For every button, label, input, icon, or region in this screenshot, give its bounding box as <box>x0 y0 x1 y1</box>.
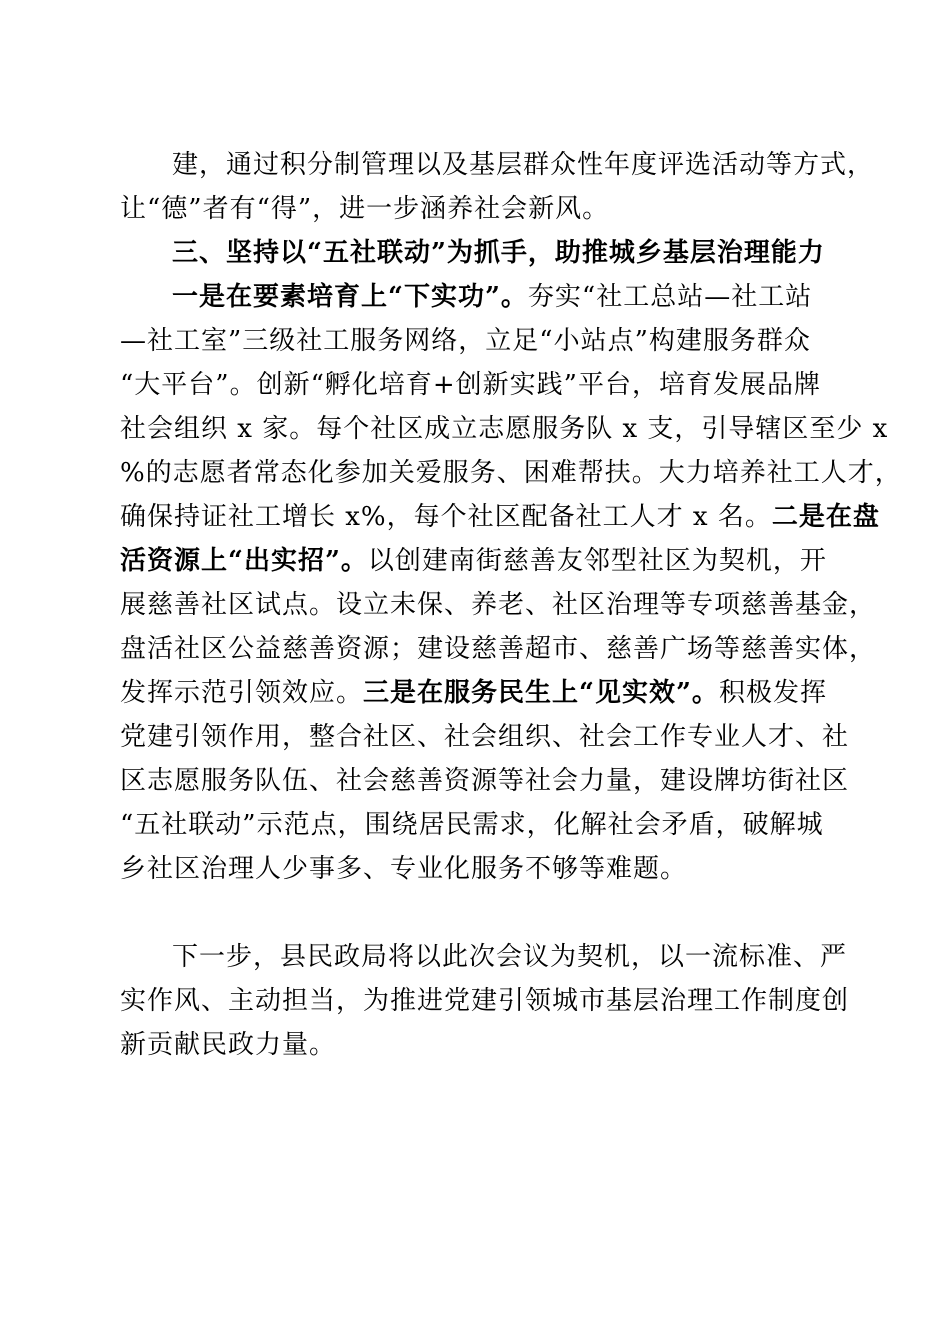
lead-phrase-2b: 活资源上“出实招”。 <box>120 546 368 576</box>
paragraph-line: %的志愿者常态化参加关爱服务、困难帮扶。大力培养社工人才， <box>120 458 902 488</box>
text-run: 以创建南街慈善友邻型社区为契机，开 <box>367 546 827 576</box>
paragraph-line: 下一步，县民政局将以此次会议为契机，以一流标准、严 <box>172 942 848 972</box>
text-run: 积极发挥 <box>718 678 827 708</box>
paragraph-line: 党建引领作用，整合社区、社会组织、社会工作专业人才、社 <box>120 722 850 752</box>
paragraph-line: 社会组织 x 家。每个社区成立志愿服务队 x 支，引导辖区至少 x <box>120 414 889 444</box>
paragraph-line: 盘活社区公益慈善资源；建设慈善超市、慈善广场等慈善实体， <box>120 634 877 664</box>
paragraph-line <box>120 542 827 580</box>
paragraph-line: “五社联动”示范点，围绕居民需求，化解社会矛盾，破解城 <box>120 810 824 840</box>
lead-phrase-3: 三是在服务民生上“见实效”。 <box>363 678 719 708</box>
paragraph-line <box>120 674 827 712</box>
paragraph-line <box>172 278 812 316</box>
paragraph-line: 展慈善社区试点。设立未保、养老、社区治理等专项慈善基金， <box>120 590 877 620</box>
paragraph-line: —社工室”三级社工服务网络，立足“小站点”构建服务群众 <box>120 326 811 356</box>
text-run: 确保持证社工增长 x%，每个社区配备社工人才 x 名。 <box>120 502 772 532</box>
paragraph-line: 乡社区治理人少事多、专业化服务不够等难题。 <box>120 854 688 884</box>
paragraph-line <box>120 498 880 536</box>
paragraph-line: 区志愿服务队伍、社会慈善资源等社会力量，建设牌坊街社区 <box>120 766 850 796</box>
paragraph-line: 新贡献民政力量。 <box>120 1030 337 1060</box>
paragraph-line: “大平台”。创新“孵化培育+创新实践”平台，培育发展品牌 <box>120 370 821 400</box>
paragraph-line: 建，通过积分制管理以及基层群众性年度评选活动等方式， <box>172 150 875 180</box>
text-run: 发挥示范引领效应。 <box>120 678 364 708</box>
paragraph-line: 实作风、主动担当，为推进党建引领城市基层治理工作制度创 <box>120 986 850 1016</box>
paragraph-line: 让“德”者有“得”，进一步涵养社会新风。 <box>120 194 610 224</box>
text-run: 夯实“社工总站—社工站 <box>527 282 813 312</box>
section-heading: 三、坚持以“五社联动”为抓手，助推城乡基层治理能力 <box>172 238 825 268</box>
lead-phrase-1: 一是在要素培育上“下实功”。 <box>172 282 528 312</box>
lead-phrase-2a: 二是在盘 <box>771 502 880 532</box>
